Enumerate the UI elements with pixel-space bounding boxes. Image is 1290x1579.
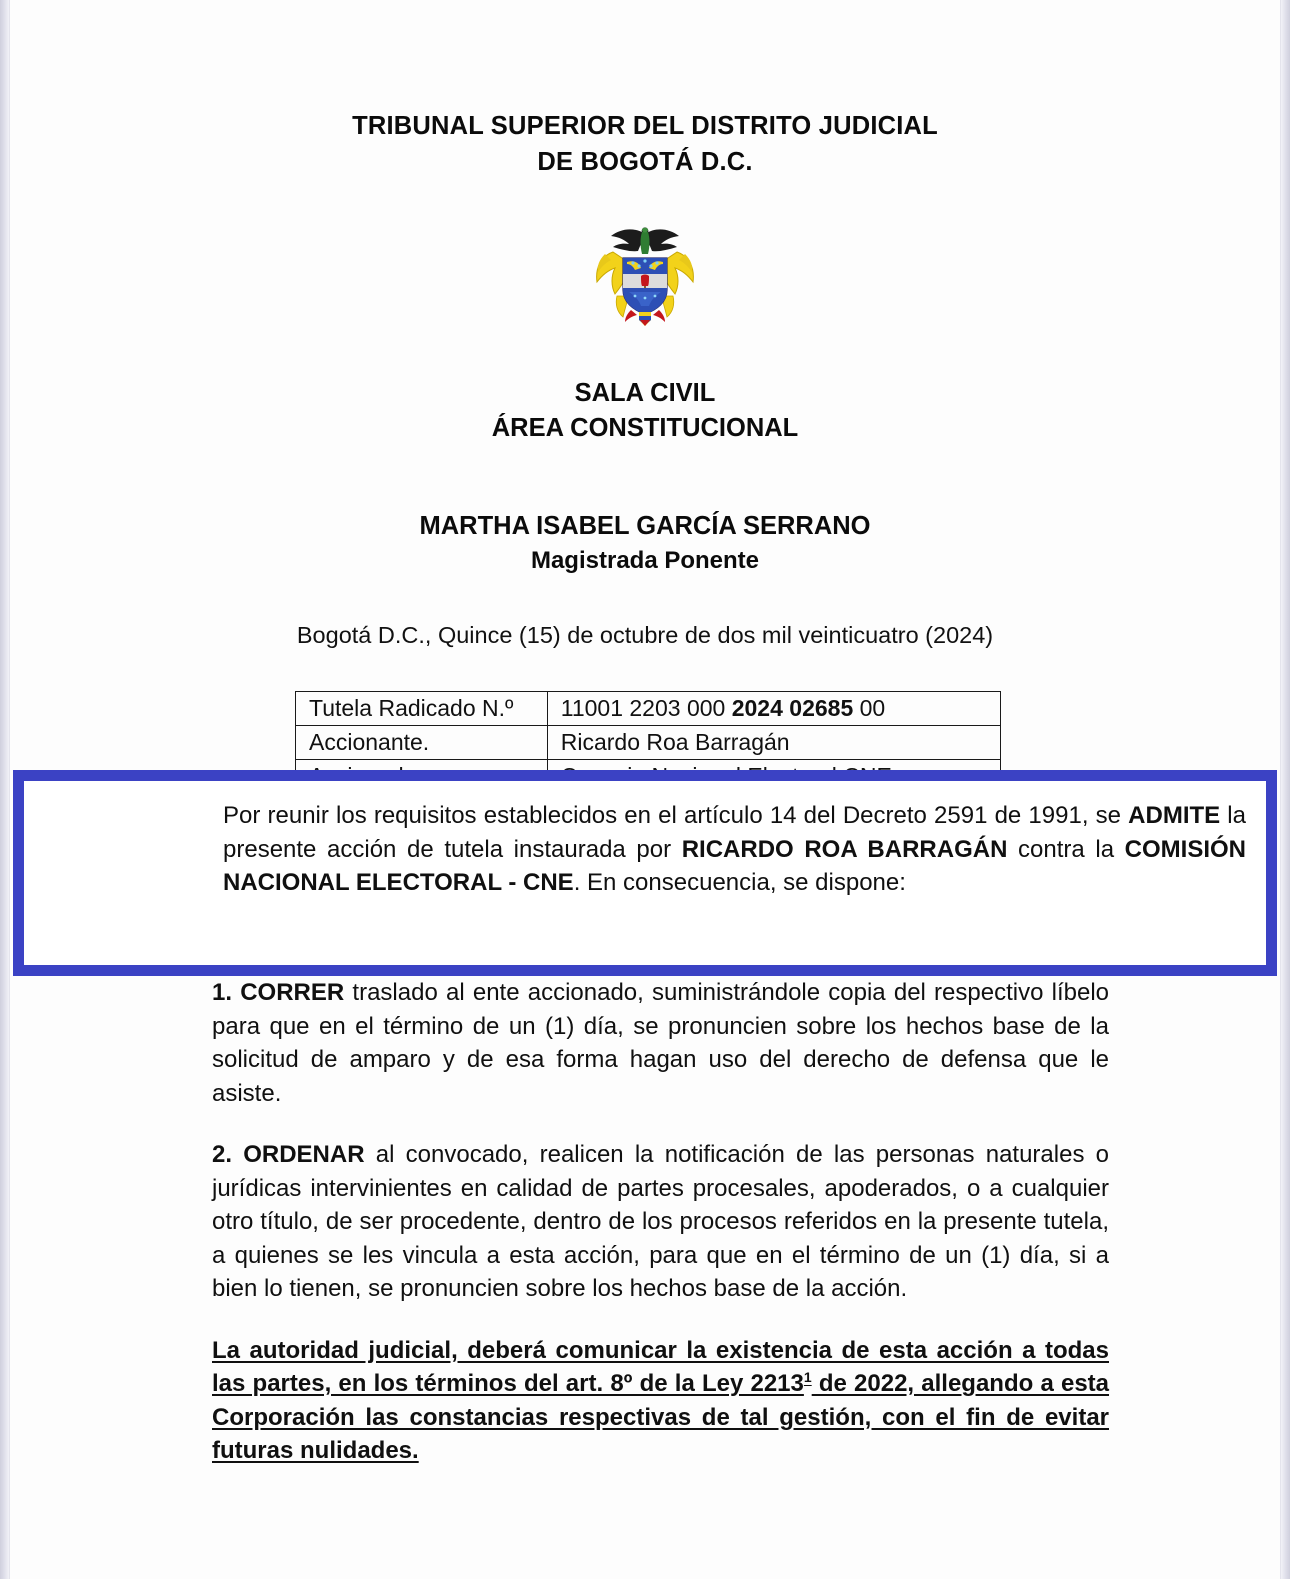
dateline: Bogotá D.C., Quince (15) de octubre de dos mil veinticuatro (2024) [296,622,994,648]
closing-text-part-1: La autoridad judicial, deberá comunicar la existencia de esta acción a todas las partes, en los términos del art. 8º de la Ley 2213 [212,1336,1109,1397]
case-label-radicado: Tutela Radicado N.º [296,692,548,726]
document-header [10,0,1280,180]
page-margin-left [0,0,10,1579]
closing-text-part-2: de 2022, allegando a esta Corporación las constancias respectivas de tal gestión, con el fin de evitar futuras nulidades. [212,1370,1110,1464]
radicado-suffix: 00 [853,695,886,721]
emblem-container [10,218,1280,330]
admission-seg-7: . En consecuencia, se dispone: [573,869,906,896]
header-line-2: DE BOGOTÁ D.C. [537,148,753,176]
magistrate-name: MARTHA ISABEL GARCÍA SERRANO [419,512,871,540]
order-1-heading: 1. CORRER [212,979,345,1006]
chamber-line-1: SALA CIVIL [574,379,716,407]
document-body [10,976,1280,1468]
admission-seg-3: la presente acción de tutela instaurada por [223,802,1246,863]
highlight-inner [24,781,1266,900]
radicado-bold: 2024 02685 [731,695,854,721]
magistrate-block [10,508,1280,578]
admission-seg-1: Por reunir los requisitos establecidos en el artículo 14 del Decreto 2591 de 1991, se [223,802,1129,829]
table-row [296,726,1001,760]
header-line-1: TRIBUNAL SUPERIOR DEL DISTRITO JUDICIAL [352,112,938,140]
colombia-coat-of-arms-icon [583,218,707,330]
admission-accionante-name: RICARDO ROA BARRAGÁN [681,835,1008,863]
case-value-accionante: Ricardo Roa Barragán [547,726,1000,760]
radicado-prefix: 11001 2203 000 [560,695,732,721]
case-label-accionante: Accionante. [296,726,548,760]
order-paragraph-1 [212,976,1109,1110]
document-page [10,0,1280,1579]
highlighted-admission-box [13,770,1277,976]
admission-accionado-name: COMISIÓN NACIONAL ELECTORAL - CNE [223,835,1247,896]
order-1-text: traslado al ente accionado, suministrándole copia del respectivo líbelo para que en el término de un (1) día, se pronuncien sobre los hechos base de la solicitud de amparo y de esa forma hagan uso del derecho de defensa que le asiste. [212,979,1110,1107]
order-2-heading: 2. ORDENAR [212,1141,365,1168]
admission-paragraph [223,799,1246,900]
chamber-block [10,376,1280,446]
admission-admite: ADMITE [1128,802,1221,829]
admission-seg-5: contra la [1007,835,1125,863]
order-paragraph-2 [212,1138,1109,1306]
case-value-radicado [547,692,1000,726]
page-margin-right [1280,0,1290,1579]
table-row [296,692,1001,726]
closing-paragraph [212,1334,1109,1468]
chamber-line-2: ÁREA CONSTITUCIONAL [491,414,799,442]
footnote-marker: 1 [803,1369,812,1385]
magistrate-role: Magistrada Ponente [530,547,760,574]
order-2-text: al convocado, realicen la notificación de las personas naturales o jurídicas intervinientes en calidad de partes procesales, apoderados, o a cualquier otro título, de ser procedente, dentro de los procesos referidos en la presente tutela, a quienes se les vincula a esta acción, para que en el término de un (1) día, si a bien lo tienen, se pronuncien sobre los hechos base de la acción. [212,1141,1109,1302]
